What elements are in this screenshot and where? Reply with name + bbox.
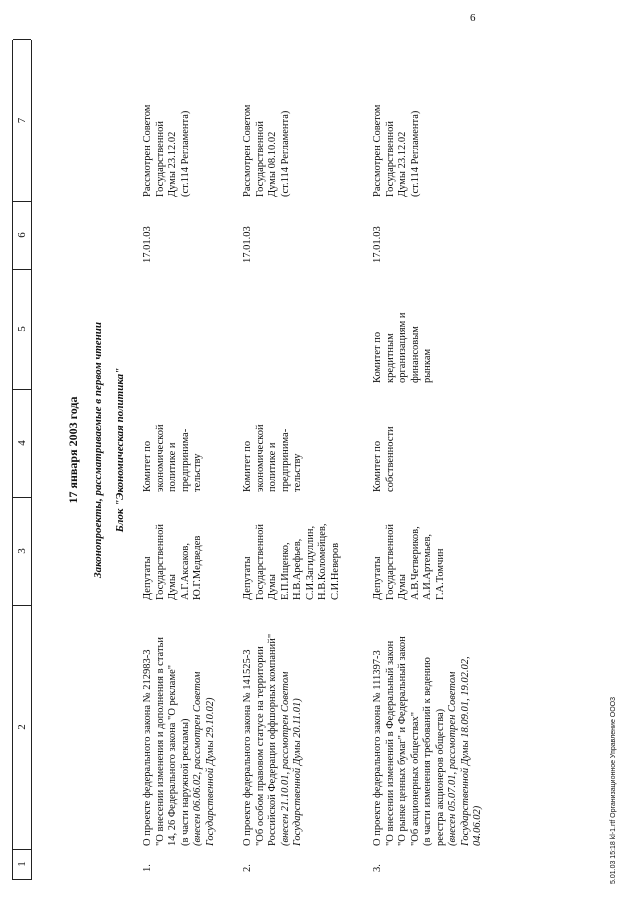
text-line: Рассмотрен Советом [372, 104, 383, 197]
text-line: Ю.Г.Медведев [192, 535, 203, 600]
text-line: Российской Федерации оффшорных компаний" [267, 633, 278, 846]
text-line: Комитет по [242, 440, 253, 492]
text-line: А.И.Артемьев, [422, 533, 433, 600]
text-line: Государственной [154, 121, 166, 197]
text-line: Комитет по [372, 331, 383, 383]
text-line: Государственной [384, 121, 396, 197]
co-committee [372, 273, 435, 383]
text-line: Думы 23.12.02 [397, 131, 408, 197]
text-line: С.И.Неверов [329, 542, 341, 600]
text-line: тельству [292, 453, 303, 492]
text-line: Комитет по [142, 440, 153, 492]
text-line: Думы 23.12.02 [167, 131, 178, 197]
text-line: тельству [192, 453, 203, 492]
text-line: О проекте федерального закона № 141525-3 [242, 649, 253, 846]
review-date: 17.01.03 [242, 226, 253, 263]
text-line: Государственной Думы 20.11.01) [292, 698, 303, 846]
text-line: Думы [397, 574, 408, 600]
responsible-committee [372, 392, 397, 492]
text-line: (внесен 06.06.02, рассмотрен Советом [192, 671, 203, 846]
text-line: О проекте федерального закона № 111397-3 [372, 650, 383, 846]
text-line: Государственной [254, 121, 266, 197]
text-line: Государственной Думы 18.09.01, 19.02.02, [459, 656, 471, 846]
text-line: предпринима- [179, 428, 191, 492]
date-title: 17 января 2003 года [66, 396, 80, 504]
column-number-header [12, 40, 32, 880]
footer-file-info: 5.01.03 15:18 kl-1.rtf Организационное Управление ООО3 [610, 696, 617, 884]
text-line: "О внесении изменений в Федеральный закон [384, 640, 396, 846]
column-number-3: 3 [13, 497, 31, 606]
text-line: Депутаты [142, 556, 153, 600]
text-line: Государственной [384, 524, 396, 600]
text-line: рынкам [422, 348, 433, 383]
review-status [242, 47, 292, 197]
section-title: Законопроекты, рассматриваемые в первом чтении [92, 322, 104, 578]
rotated-table-canvas [10, 10, 630, 890]
text-line: "О внесении изменения и дополнения в статьи [154, 637, 166, 846]
text-line: Г.А.Томчин [434, 548, 446, 600]
text-line: (внесен 05.07.01, рассмотрен Советом [447, 671, 458, 846]
page-number: 6 [470, 12, 476, 24]
text-line: Депутаты [242, 556, 253, 600]
block-title: Блок "Экономическая политика" [114, 367, 126, 533]
bill-authors [142, 500, 205, 600]
bill-authors [372, 500, 447, 600]
responsible-committee [242, 392, 305, 492]
text-line: Н.В.Арефьев, [292, 538, 303, 600]
review-date: 17.01.03 [142, 226, 153, 263]
text-line: Рассмотрен Советом [142, 104, 153, 197]
text-line: Думы [167, 574, 178, 600]
row-number: 3. [372, 864, 383, 872]
text-line: Думы [267, 574, 278, 600]
text-line: А.В.Четвериков, [409, 526, 421, 600]
text-line: Рассмотрен Советом [242, 104, 253, 197]
column-number-6: 6 [13, 201, 31, 270]
text-line: "Об особом правовом статусе на территории [254, 646, 266, 846]
text-line: 04.06.02) [472, 805, 483, 846]
text-line: экономической [254, 424, 266, 492]
text-line: Е.П.Ищенко, [279, 542, 291, 600]
text-line: (ст.114 Регламента) [279, 110, 291, 197]
text-line: (внесен 21.10.01, рассмотрен Советом [279, 671, 291, 846]
review-status [142, 47, 192, 197]
text-line: Государственной [254, 524, 266, 600]
text-line: кредитным [384, 333, 396, 383]
column-number-7: 7 [13, 39, 31, 202]
text-line: О проекте федерального закона № 212983-3 [142, 649, 153, 846]
text-line: (в части наружной рекламы) [179, 718, 191, 846]
bill-title [142, 614, 217, 846]
text-line: "О рынке ценных бумаг" и Федеральный закон [397, 636, 408, 846]
text-line: Государственной [154, 524, 166, 600]
column-number-5: 5 [13, 269, 31, 390]
column-number-4: 4 [13, 389, 31, 498]
text-line: предпринима- [279, 428, 291, 492]
text-line: реестра акционеров общества) [434, 708, 446, 846]
text-line: Думы 08.10.02 [267, 131, 278, 197]
text-line: С.И.Загидуллин, [304, 525, 316, 600]
bill-title [242, 614, 305, 846]
text-line: собственности [384, 426, 396, 492]
bill-title [372, 614, 485, 846]
text-line: Н.В.Коломейцев, [317, 523, 328, 600]
text-line: политике и [167, 442, 178, 492]
text-line: (ст.114 Регламента) [179, 110, 191, 197]
bill-authors [242, 500, 342, 600]
row-number: 2. [242, 864, 253, 872]
text-line: (ст.114 Регламента) [409, 110, 421, 197]
text-line: (в части изменения требований к ведению [422, 657, 433, 846]
text-line: 14, 26 Федерального закона "О рекламе" [167, 664, 178, 846]
text-line: А.Г.Аксаков, [179, 543, 191, 600]
text-line: экономической [154, 424, 166, 492]
column-number-2: 2 [13, 605, 31, 850]
text-line: политике и [267, 442, 278, 492]
review-status [372, 47, 422, 197]
text-line: организациям и [397, 312, 408, 383]
text-line: "Об акционерных обществах" [409, 711, 421, 846]
responsible-committee [142, 392, 205, 492]
text-line: Комитет по [372, 440, 383, 492]
row-number: 1. [142, 864, 153, 872]
text-line: финансовым [409, 326, 421, 383]
column-number-1: 1 [13, 849, 31, 880]
review-date: 17.01.03 [372, 226, 383, 263]
text-line: Государственной Думы 29.10.02) [204, 697, 216, 846]
text-line: Депутаты [372, 556, 383, 600]
